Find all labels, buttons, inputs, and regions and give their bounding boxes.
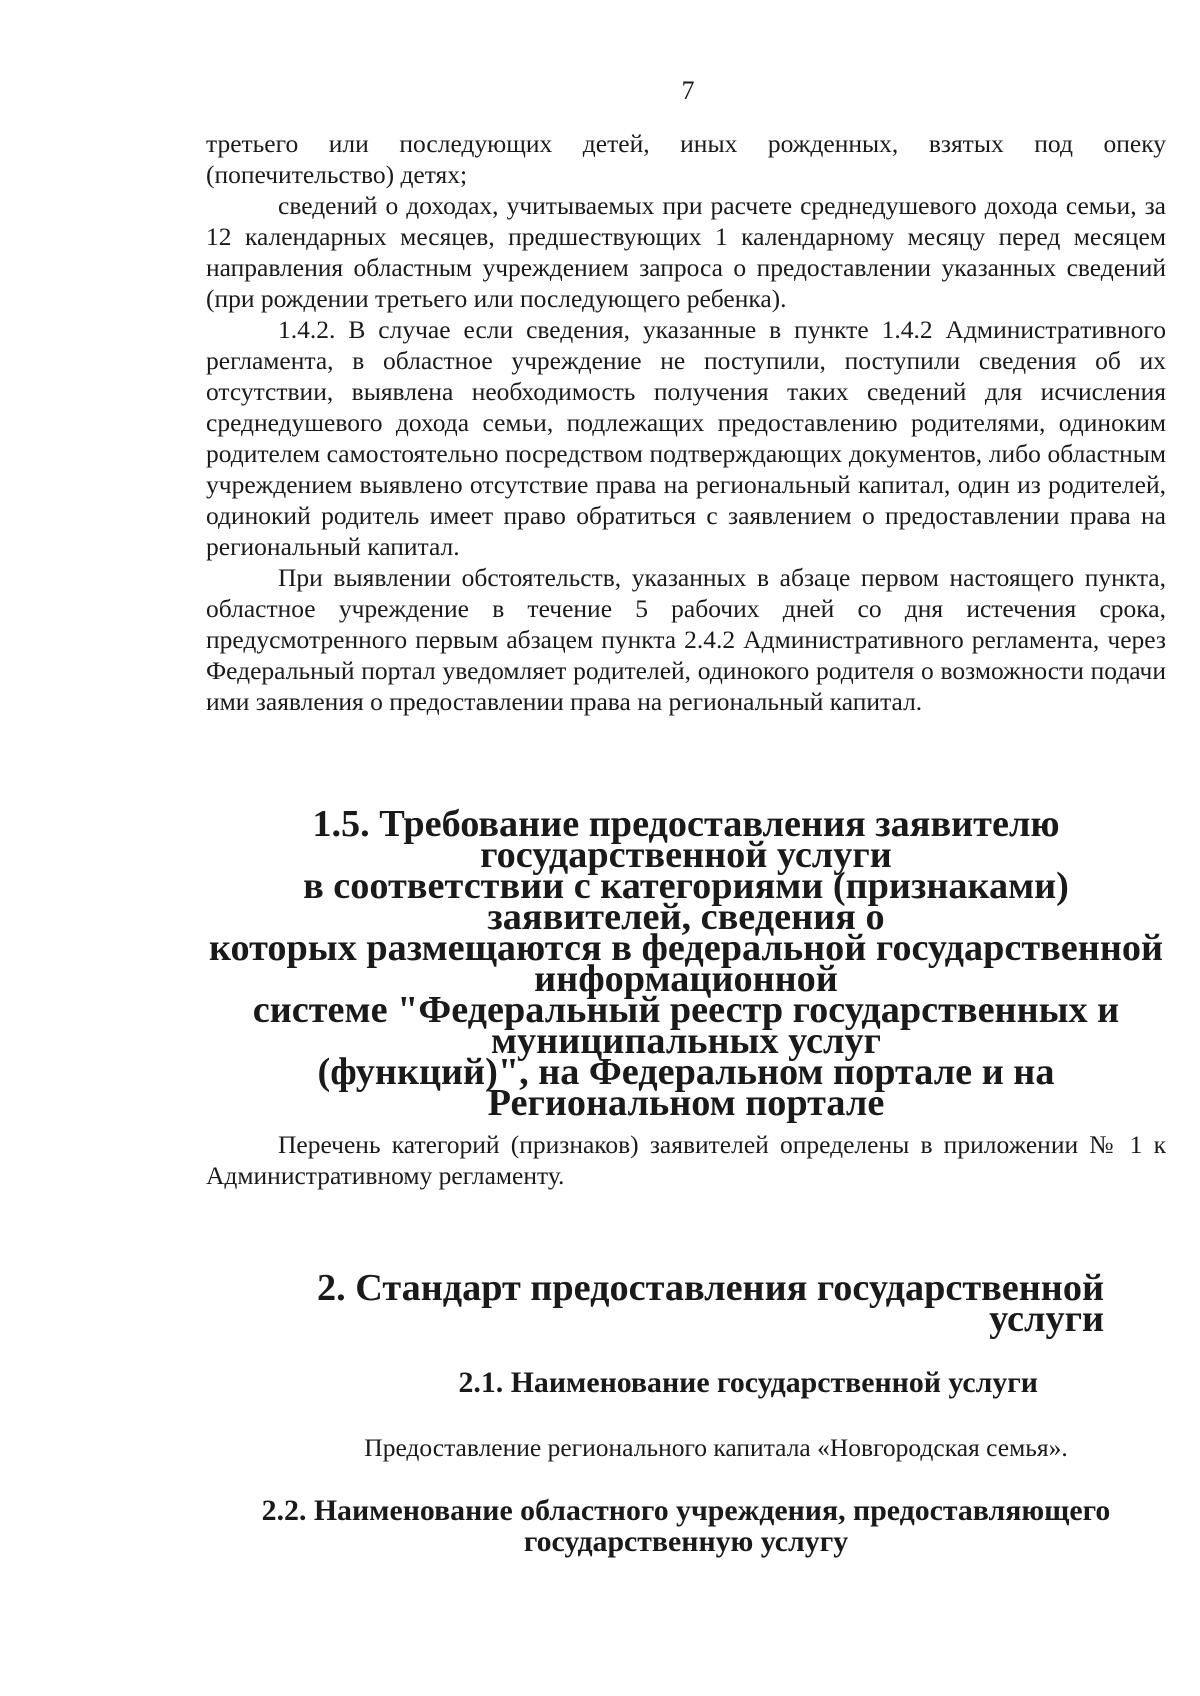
page-number: 7 [681, 76, 695, 105]
section-1-5-heading-line: которых размещаются в федеральной государственной информационной [208, 927, 1164, 1000]
section-2-2-heading-line: 2.2. Наименование областного учреждения, предоставляющего [261, 1494, 1111, 1527]
section-2-2-heading [206, 1495, 1166, 1557]
section-2-2-heading-line: государственную услугу [523, 1525, 849, 1558]
section-1-5-heading-line: в соответствии с категориями (признаками) заявителей, сведения о [303, 865, 1069, 938]
paragraph-income-info: сведений о доходах, учитываемых при расчете среднедушевого дохода семьи, за 12 календарных месяцев, предшествующих 1 календарному месяцу перед месяцем направления областным учреждением запроса о предоставлении указанных сведений (при рождении третьего или последующего ребенка). [206, 191, 1166, 313]
section-1-5-heading-line: системе "Федеральный реестр государственных и муниципальных услуг [252, 989, 1120, 1062]
section-1-5-text: Перечень категорий (признаков) заявителей определены в приложении № 1 к Административному регламенту. [206, 1130, 1166, 1190]
paragraph-children-info: третьего или последующих детей, иных рожденных, взятых под опеку (попечительство) детях; [206, 129, 1166, 189]
paragraph-circumstances: При выявлении обстоятельств, указанных в абзаце первом настоящего пункта, областное учреждение в течение 5 рабочих дней со дня истечения срока, предусмотренного первым абзацем пункта 2.4.2 Административного регламента, через Федеральный портал уведомляет родителей, одинокого родителя о возможности подачи ими заявления о предоставлении права на региональный капитал. [206, 563, 1166, 716]
paragraph-1-4-2: 1.4.2. В случае если сведения, указанные в пункте 1.4.2 Административного регламента, в областное учреждение не поступили, поступили сведения об их отсутствии, выявлена необходимость получения таких сведений для исчисления среднедушевого дохода семьи, подлежащих предоставлению родителями, одиноким родителем самостоятельно посредством подтверждающих документов, либо областным учреждением выявлено отсутствие права на региональный капитал, один из родителей, одинокий родитель имеет право обратиться с заявлением о предоставлении права на региональный капитал. [206, 315, 1166, 561]
section-1-5-heading [206, 803, 1166, 1124]
section-1-5-heading-line: 1.5. Требование предоставления заявителю государственной услуги [312, 803, 1060, 876]
section-2-1-text: Предоставление регионального капитала «Новгородская семья». [364, 1433, 1068, 1462]
section-1-5-heading-line: (функций)", на Федеральном портале и на Региональном портале [317, 1051, 1055, 1124]
section-2-1-heading: 2.1. Наименование государственной услуги [458, 1366, 1038, 1399]
document-body [206, 128, 1166, 1557]
section-2-heading: 2. Стандарт предоставления государственной услуги [316, 1267, 1104, 1340]
